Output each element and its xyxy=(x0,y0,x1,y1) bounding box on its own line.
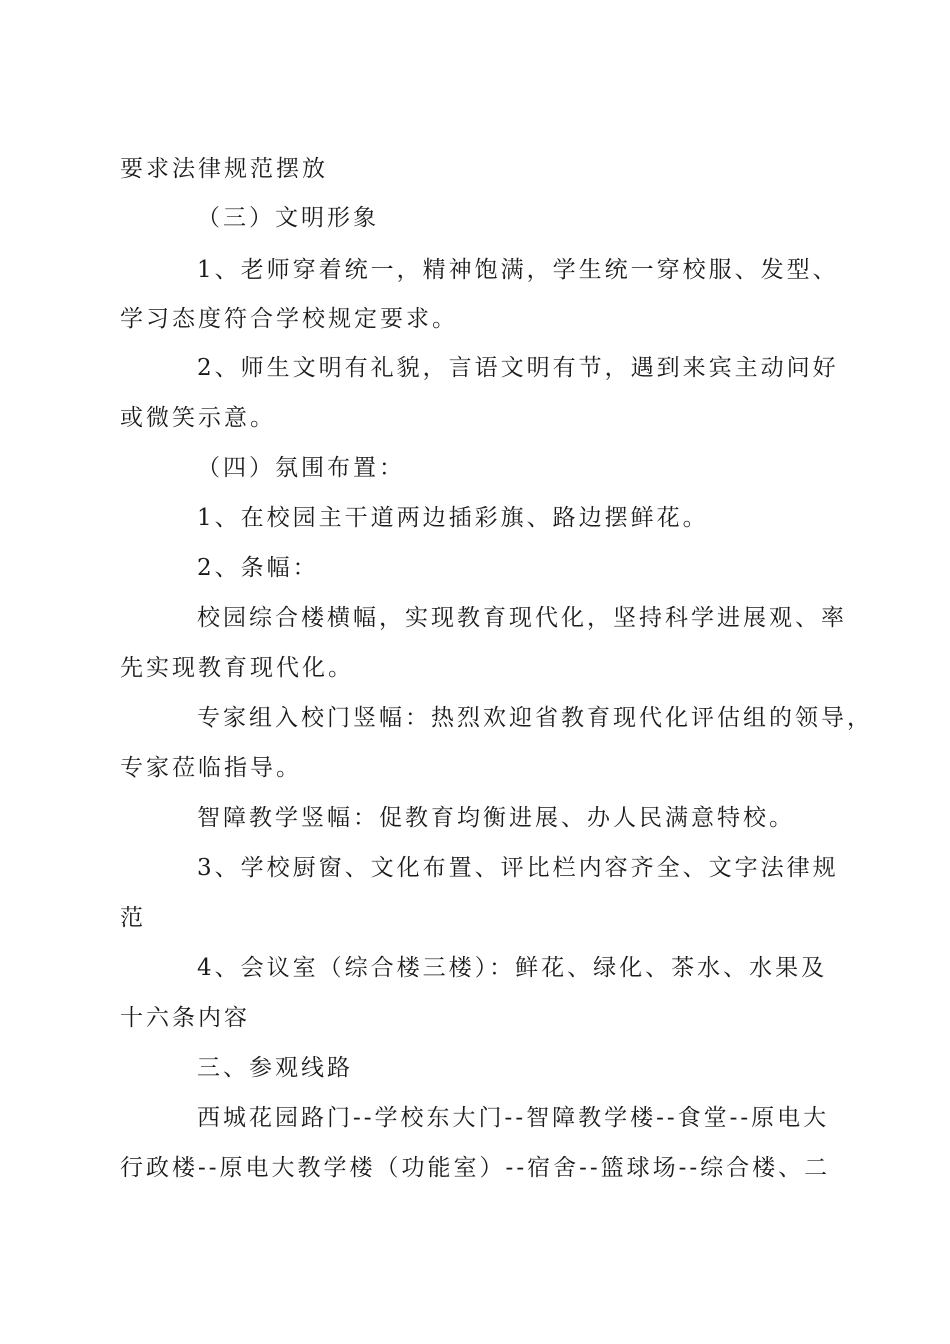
section-heading: （三）文明形象 xyxy=(197,205,379,231)
text-line: 行政楼--原电大教学楼（功能室）--宿舍--篮球场--综合楼、二 xyxy=(120,1155,831,1181)
text-line: 要求法律规范摆放 xyxy=(120,156,328,182)
text-line: 1、在校园主干道两边插彩旗、路边摆鲜花。 xyxy=(197,505,709,531)
section-heading: 三、参观线路 xyxy=(197,1055,353,1081)
text-line: 学习态度符合学校规定要求。 xyxy=(120,306,458,332)
text-line: 校园综合楼横幅，实现教育现代化，坚持科学进展观、率 xyxy=(197,605,847,631)
text-line: 先实现教育现代化。 xyxy=(120,655,354,681)
text-line: 或微笑示意。 xyxy=(120,405,276,431)
text-line: 专家莅临指导。 xyxy=(120,755,302,781)
text-line: 智障教学竖幅：促教育均衡进展、办人民满意特校。 xyxy=(197,805,795,831)
text-line: 4、会议室（综合楼三楼）：鲜花、绿化、茶水、水果及 xyxy=(197,955,828,981)
text-line: 1、老师穿着统一，精神饱满，学生统一穿校服、发型、 xyxy=(197,257,839,283)
text-line: 西城花园路门--学校东大门--智障教学楼--食堂--原电大 xyxy=(197,1105,830,1131)
section-heading: （四）氛围布置： xyxy=(197,455,405,481)
text-line: 2、条幅： xyxy=(197,555,319,581)
text-line: 3、学校厨窗、文化布置、评比栏内容齐全、文字法律规 xyxy=(197,855,839,881)
text-line: 范 xyxy=(120,905,146,931)
text-line: 专家组入校门竖幅：热烈欢迎省教育现代化评估组的领导， xyxy=(197,705,873,731)
text-line: 2、师生文明有礼貌，言语文明有节，遇到来宾主动问好 xyxy=(197,355,839,381)
text-line: 十六条内容 xyxy=(120,1005,250,1031)
